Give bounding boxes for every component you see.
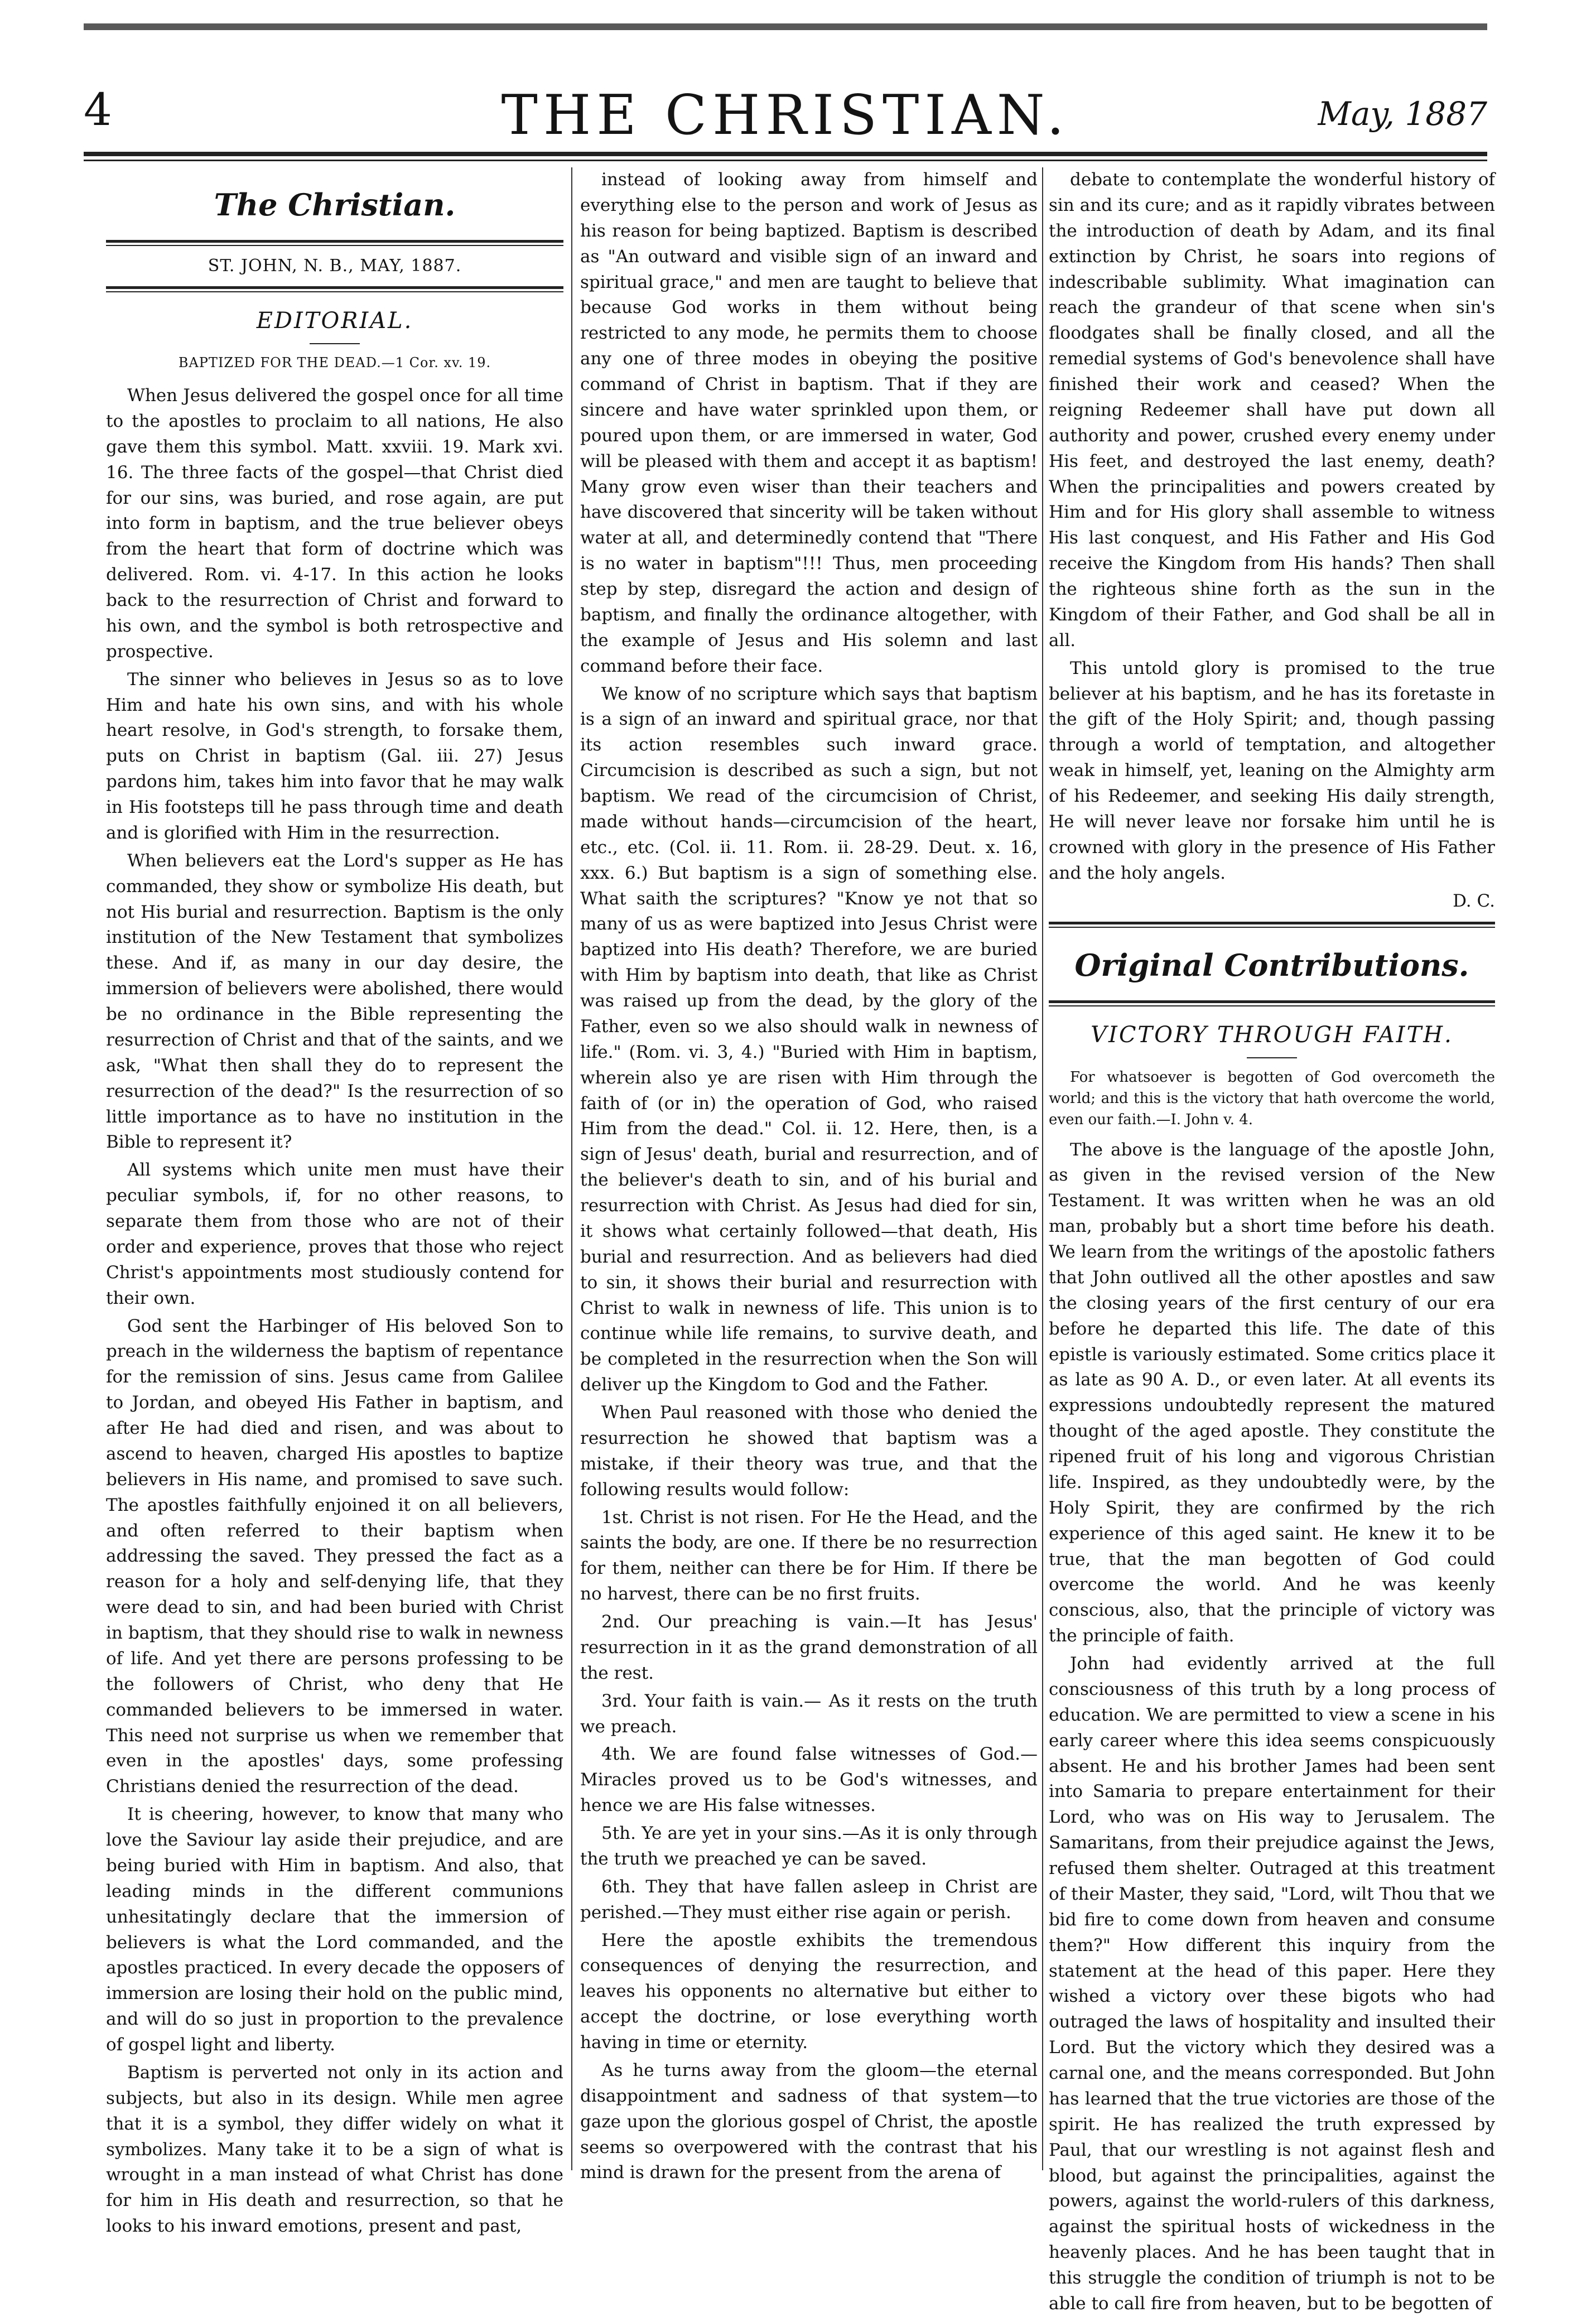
paragraph: It is cheering, however, to know that many who love the Saviour lay aside their prejudice, and are being buried with Him in baptism. And also, that leading minds in the different communions unhesitatingly declare that the immersion of believers is what the Lord commanded, and the apostles practiced. In every decade the opposers of immersion are losing their hold on the public mind, and will do so just in proportion to the prevalence of gospel light and liberty. — [106, 1804, 563, 2055]
paragraph: The above is the language of the apostle John, as given in the revised version of the New Testament. It was written when he was an old man, probably but a short time before his death. We learn from the writings of the apostolic fathers that John outlived all the other apostles and saw the closing years of the first century of our era before he departed this life. The date of this epistle is variously estimated. Some critics place it as late as 90 A. D., or even later. At all events its expressions undoubtedly represent the matured thought of the aged apostle. They constitute the ripened fruit of his long and vigorous Christian life. Inspired, as they undoubtedly were, by the Holy Spirit, they are confirmed by the rich experience of this aged saint. He knew it to be true, that the man begotten of God could overcome the world. And he was keenly conscious, also, that the principle of victory was the principle of faith. — [1049, 1139, 1495, 1646]
column-divider — [571, 167, 572, 2170]
paragraph: When Paul reasoned with those who denied the resurrection he showed that baptism was a mistake, if their theory was true, and that the following results would follow: — [580, 1403, 1038, 1500]
section-heading-editorial: EDITORIAL. — [256, 308, 413, 334]
double-rule — [106, 286, 563, 292]
column-1 — [106, 167, 563, 2237]
paragraph: When Jesus delivered the gospel once for all time to the apostles to proclaim to all nations, He also gave them this symbol. Matt. xxviii. 19. Mark xvi. 16. The three facts of the gospel—that Christ died for our sins, was buried, and rose again, are put into form in baptism, and the true believer obeys from the heart that form of doctrine which was delivered. Rom. vi. 4-17. In this action he looks back to the resurrection of Christ and forward to his own, and the symbol is both retrospective and prospective. — [106, 386, 563, 662]
list-item: 1st. Christ is not risen. For He the Head, and the saints the body, are one. If there be no resurrection for them, neither can there be for Him. If there be no harvest, there can be no first fruits. — [580, 1507, 1038, 1605]
epigraph: For whatsoever is begotten of God overcometh the world; and this is the victory that hath overcome the world, even our faith.—I. John v. 4. — [1049, 1069, 1495, 1128]
page-header — [84, 84, 1487, 153]
section-heading-contributions: Original Contributions. — [1074, 947, 1469, 984]
list-item: 3rd. Your faith is vain.— As it rests on the truth we preach. — [580, 1690, 1038, 1737]
paragraph: All systems which unite men must have their peculiar symbols, if, for no other reasons, to separate them from those who are not of their order and experience, proves that those who reject Christ's appointments most studiously contend for their own. — [106, 1160, 563, 1308]
header-double-rule — [84, 152, 1487, 161]
paragraph: God sent the Harbinger of His beloved Son to preach in the wilderness the baptism of repentance for the remission of sins. Jesus came from Galilee to Jordan, and obeyed His Father in baptism, and after He had died and risen, and was about to ascend to heaven, charged His apostles to baptize believers in His name, and promised to save such. The apostles faithfully enjoined it on all believers, and often referred to their baptism when addressing the saved. They pressed the fact as a reason for a holy and self-denying life, that they were dead to sin, and had been buried with Christ in baptism, that they should rise to walk in newness of life. And yet there are persons professing to be the followers of Christ, who deny that He commanded believers to be immersed in water. This need not surprise us when we remember that even in the apostles' days, some professing Christians denied the resurrection of the dead. — [106, 1316, 563, 1797]
paragraph: As he turns away from the gloom—the eternal disappointment and sadness of that system—to gaze upon the glorious gospel of Christ, the apostle seems so overpowered with the contrast that his mind is drawn for the present from the arena of — [580, 2060, 1038, 2183]
short-rule — [310, 343, 360, 344]
paragraph: instead of looking away from himself and everything else to the person and work of Jesus as his reason for being baptized. Baptism is described as "An outward and visible sign of an inward and spiritual grace," and men are taught to believe that because God works in them without being restricted to any mode, he permits them to choose any one of three modes in obeying the positive command of Christ in baptism. That if they are sincere and have water sprinkled upon them, or poured upon them, or are immersed in water, God will be pleased with them and accept it as baptism! Many grow even wiser than their teachers and have discovered that sincerity will be taken without water at all, and determinedly contend that "There is no water in baptism"!!! Thus, men proceeding step by step, disregard the action and design of baptism, and finally the ordinance altogether, with the example of Jesus and His solemn and last command before their face. — [580, 170, 1038, 676]
list-item: 2nd. Our preaching is vain.—It has Jesus' resurrection in it as the grand demonstration of all the rest. — [580, 1612, 1038, 1683]
masthead-title: THE CHRISTIAN. — [501, 84, 1070, 147]
page-number: 4 — [84, 84, 112, 136]
column-3 — [1049, 167, 1495, 2314]
paragraph: When believers eat the Lord's supper as He has commanded, they show or symbolize His death, but not His burial and resurrection. Baptism is the only institution of the New Testament that symbolizes these. And if, as many in our day desire, the immersion of believers were abolished, there would be no ordinance in the Bible representing the resurrection of Christ and that of the saints, and we ask, "What then shall they do to represent the resurrection of the dead?" Is the resurrection of so little importance as to have no institution in the Bible to represent it? — [106, 850, 563, 1153]
double-rule — [1049, 922, 1495, 928]
list-item: 6th. They that have fallen asleep in Christ are perished.—They must either rise again or perish. — [580, 1876, 1038, 1923]
article-subhead: BAPTIZED FOR THE DEAD.—1 Cor. xv. 19. — [178, 355, 491, 371]
article-title: VICTORY THROUGH FAITH. — [1091, 1022, 1453, 1048]
double-rule — [1049, 1000, 1495, 1006]
dateline: ST. JOHN, N. B., MAY, 1887. — [208, 256, 462, 276]
column-divider — [1042, 167, 1043, 2170]
paragraph: Here the apostle exhibits the tremendous consequences of denying the resurrection, and leaves his opponents no alternative but either to accept the doctrine, or lose everything worth having in time or eternity. — [580, 1930, 1038, 2053]
list-item: 4th. We are found false witnesses of God.—Miracles proved us to be God's witnesses, and hence we are His false witnesses. — [580, 1744, 1038, 1816]
short-rule — [1247, 1057, 1297, 1058]
nameplate: The Christian. — [214, 187, 456, 223]
author-signature: D. C. — [1453, 890, 1495, 911]
issue-date: May, 1887 — [1318, 95, 1487, 133]
list-item: 5th. Ye are yet in your sins.—As it is only through the truth we preached ye can be saved. — [580, 1823, 1038, 1869]
column-2 — [580, 167, 1038, 2183]
paragraph: We know of no scripture which says that baptism is a sign of an inward and spiritual grace, nor that its action resembles such inward grace. Circumcision is described as such a sign, but not baptism. We read of the circumcision of Christ, made without hands—circumcision of the heart, etc., etc. (Col. ii. 11. Rom. ii. 28-29. Deut. x. 16, xxx. 6.) But baptism is a sign of something else. What saith the scriptures? "Know ye not that so many of us as were baptized into Jesus Christ were baptized into His death? Therefore, we are buried with Him by baptism into death, that like as Christ was raised up from the dead, by the glory of the Father, even so we also should walk in newness of life." (Rom. vi. 3, 4.) "Buried with Him in baptism, wherein also ye are risen with Him through the faith of (or in) the operation of God, who raised Him from the dead." Col. ii. 12. Here, then, is a sign of Jesus' death, burial and resurrection, and of the believer's death to sin, and of his burial and resurrection with Christ. As Jesus had died for sin, it shows what certainly followed—that death, His burial and resurrection. And as believers had died to sin, it shows their burial and resurrection with Christ to walk in newness of life. This union is to continue while life remains, to survive death, and be completed in the resurrection when the Son will deliver up the Kingdom to God and the Father. — [580, 683, 1038, 1395]
paragraph: John had evidently arrived at the full consciousness of this truth by a long process of education. We are permitted to view a scene in his early career where this idea seems conspicuously absent. He and his brother James had been sent into Samaria to prepare entertainment for their Lord, who was on His way to Jerusalem. The Samaritans, from their prejudice against the Jews, refused them shelter. Outraged at this treatment of their Master, they said, "Lord, wilt Thou that we bid fire to come down from heaven and consume them?" How different this inquiry from the statement at the head of this paper. Here they wished a victory over these bigots who had outraged the laws of hospitality and insulted their Lord. But the victory which they desired was a carnal one, and the means corresponded. But John has learned that the true victories are those of the spirit. He has realized the truth expressed by Paul, that our wrestling is not against flesh and blood, but against the principalities, against the powers, against the world-rulers of this darkness, against the spiritual hosts of wickedness in the heavenly places. And he has been taught that in this struggle the condition of triumph is not to be able to call fire from heaven, but to be begotten of — [1049, 1654, 1495, 2314]
paragraph: debate to contemplate the wonderful history of sin and its cure; and as it rapidly vibrates between the introduction of death by Adam, and its final extinction by Christ, he soars into regions of indescribable sublimity. What imagination can reach the grandeur of that scene when sin's floodgates shall be finally closed, and all the remedial systems of God's benevolence shall have finished their work and ceased? When the reigning Redeemer shall have put down all authority and power, crushed every enemy under His feet, and destroyed the last enemy, death? When the principalities and powers created by Him and for His glory shall assemble to witness His last conquest, and His Father and His God receive the Kingdom from His hands? Then shall the righteous shine forth as the sun in the Kingdom of their Father, and God shall be all in all. — [1049, 170, 1495, 651]
paragraph: This untold glory is promised to the true believer at his baptism, and he has its foretaste in the gift of the Holy Spirit; and, though passing through a world of temptation, and altogether weak in himself, yet, leaning on the Almighty arm of his Redeemer, and seeking His daily strength, He will never leave nor forsake him until he is crowned with glory in the presence of His Father and the holy angels. — [1049, 658, 1495, 883]
top-border-rule — [84, 23, 1487, 30]
double-rule — [106, 240, 563, 246]
paragraph: Baptism is perverted not only in its action and subjects, but also in its design. While men agree that it is a symbol, they differ widely on what it symbolizes. Many take it to be a sign of what is wrought in a man instead of what Christ has done for him in His death and resurrection, so that he looks to his inward emotions, present and past, — [106, 2062, 563, 2237]
paragraph: The sinner who believes in Jesus so as to love Him and hate his own sins, and with his whole heart resolve, in God's strength, to forsake them, puts on Christ in baptism (Gal. iii. 27) Jesus pardons him, takes him into favor that he may walk in His footsteps till he pass through time and death and is glorified with Him in the resurrection. — [106, 669, 563, 843]
